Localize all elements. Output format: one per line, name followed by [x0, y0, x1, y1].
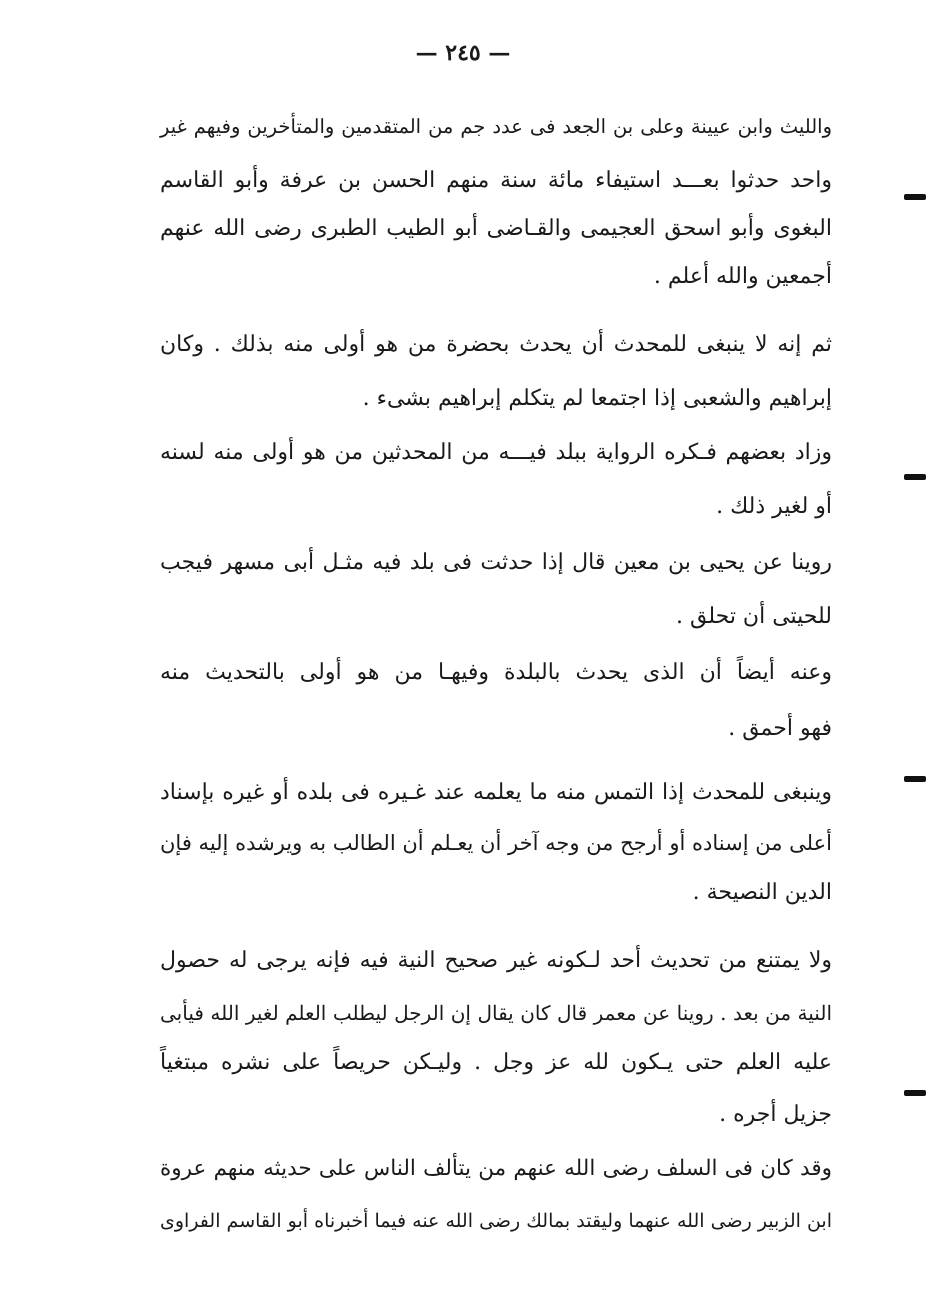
text-line: فهو أحمق .: [728, 716, 832, 741]
text-line: وزاد بعضهم فـكره الرواية ببلد فيـــه من المحدثين من هو أولى منه لسنه: [160, 440, 832, 465]
text-line: أو لغير ذلك .: [716, 494, 832, 519]
margin-mark: [904, 1090, 926, 1096]
text-line: ابن الزبير رضى الله عنهما وليقتد بمالك رضى الله عنه فيما أخبرناه أبو القاسم الفراوى: [160, 1210, 832, 1232]
text-line: ولا يمتنع من تحديث أحد لـكونه غير صحيح النية فيه فإنه يرجى له حصول: [160, 948, 832, 973]
text-line: روينا عن يحيى بن معين قال إذا حدثت فى بلد فيه مثـل أبى مسهر فيجب: [160, 550, 832, 575]
text-line: جزيل أجره .: [719, 1102, 832, 1127]
text-line: وينبغى للمحدث إذا التمس منه ما يعلمه عند غـيره فى بلده أو غيره بإسناد: [160, 780, 832, 805]
text-line: وقد كان فى السلف رضى الله عنهم من يتألف الناس على حديثه منهم عروة: [160, 1156, 832, 1181]
margin-mark: [904, 194, 926, 200]
text-line: ثم إنه لا ينبغى للمحدث أن يحدث بحضرة من هو أولى منه بذلك . وكان: [160, 332, 832, 357]
text-line: البغوى وأبو اسحق العجيمى والقـاضى أبو الطيب الطبرى رضى الله عنهم: [160, 216, 832, 241]
text-line: والليث وابن عيينة وعلى بن الجعد فى عدد جم من المتقدمين والمتأخرين وفيهم غير: [160, 115, 832, 138]
text-line: أعلى من إسناده أو أرجح من وجه آخر أن يعـلم أن الطالب به ويرشده إليه فإن: [160, 831, 832, 855]
text-line: للحيتى أن تحلق .: [676, 604, 832, 629]
text-line: إبراهيم والشعبى إذا اجتمعا لم يتكلم إبراهيم بشىء .: [362, 386, 832, 411]
margin-mark: [904, 776, 926, 782]
text-line: النية من بعد . روينا عن معمر قال كان يقال إن الرجل ليطلب العلم لغير الله فيأبى: [160, 1001, 832, 1025]
text-line: عليه العلم حتى يـكون لله عز وجل . وليـكن حريصاً على نشره مبتغياً: [160, 1050, 832, 1075]
margin-mark: [904, 474, 926, 480]
text-line: واحد حدثوا بعـــد استيفاء مائة سنة منهم الحسن بن عرفة وأبو القاسم: [160, 168, 832, 193]
body-text: [160, 0, 832, 1314]
text-line: وعنه أيضاً أن الذى يحدث بالبلدة وفيهـا من هو أولى بالتحديث منه: [160, 660, 832, 685]
text-line: الدين النصيحة .: [692, 880, 832, 905]
text-line: أجمعين والله أعلم .: [653, 264, 832, 289]
page-number: — ٢٤٥ —: [415, 40, 511, 66]
